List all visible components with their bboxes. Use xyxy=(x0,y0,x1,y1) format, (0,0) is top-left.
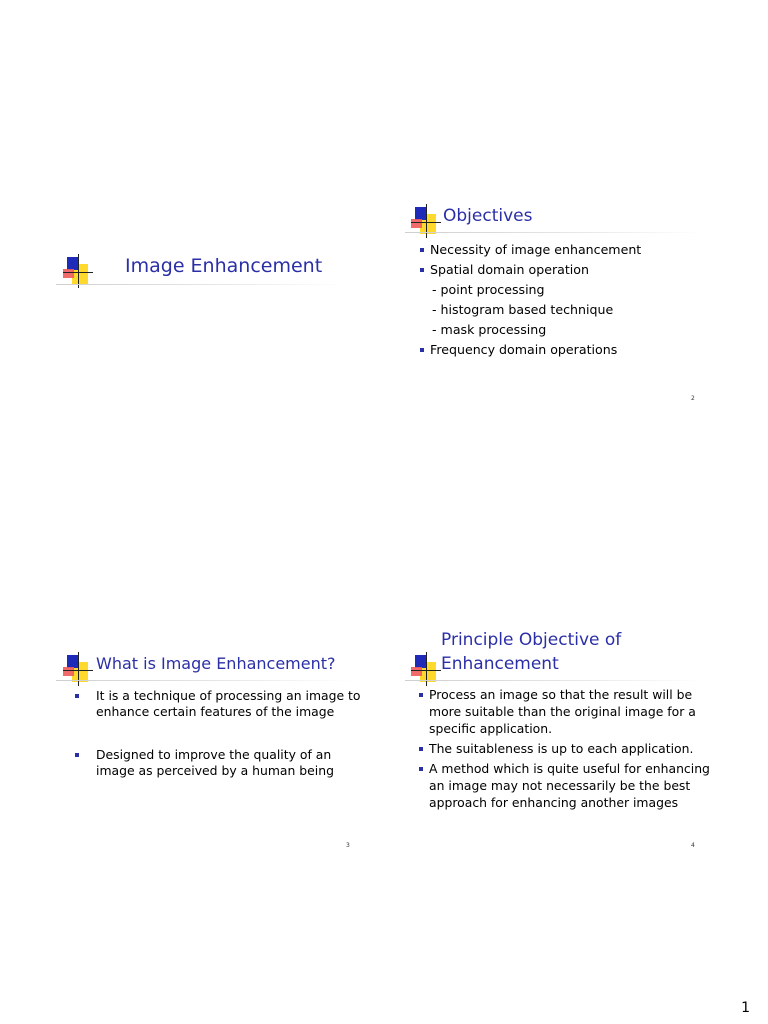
list-item: Spatial domain operation xyxy=(418,260,641,280)
slide-title-line-2: Enhancement xyxy=(441,654,559,674)
bullet-list xyxy=(67,688,367,779)
slide-title: Objectives xyxy=(443,206,533,226)
title-rule xyxy=(56,284,346,285)
list-item: It is a technique of processing an image to enhance certain features of the image xyxy=(67,688,367,720)
slide-title: Image Enhancement xyxy=(125,255,323,277)
title-rule xyxy=(56,680,356,681)
bullet-list xyxy=(418,240,641,360)
list-item: - mask processing xyxy=(432,322,547,337)
list-item: Designed to improve the quality of an image as perceived by a human being xyxy=(67,747,367,779)
sheet-page-number: 1 xyxy=(741,1000,750,1016)
list-item: A method which is quite useful for enhancing an image may not necessarily be the best approach for enhancing another images xyxy=(418,760,715,811)
title-rule xyxy=(405,232,705,233)
list-item: Process an image so that the result will be more suitable than the original image for a specific application. xyxy=(418,686,715,737)
list-item: - point processing xyxy=(432,282,545,297)
list-item: - histogram based technique xyxy=(432,302,614,317)
slide-2 xyxy=(395,190,715,430)
list-item: The suitableness is up to each application. xyxy=(418,740,715,757)
slide-logo-icon xyxy=(63,254,93,288)
slide-title-line-1: Principle Objective of xyxy=(441,630,622,650)
bullet-list xyxy=(418,686,715,811)
list-item: Necessity of image enhancement xyxy=(418,240,641,260)
slide-1 xyxy=(46,150,366,390)
slide-3 xyxy=(46,620,366,860)
slide-page-number: 3 xyxy=(346,842,350,849)
slide-title: What is Image Enhancement? xyxy=(96,654,336,673)
slide-page-number: 2 xyxy=(691,395,695,402)
title-rule xyxy=(405,680,705,681)
slide-4 xyxy=(395,620,715,860)
slide-title xyxy=(441,628,621,676)
slide-page-number: 4 xyxy=(691,842,695,849)
list-item: Frequency domain operations xyxy=(418,340,641,360)
